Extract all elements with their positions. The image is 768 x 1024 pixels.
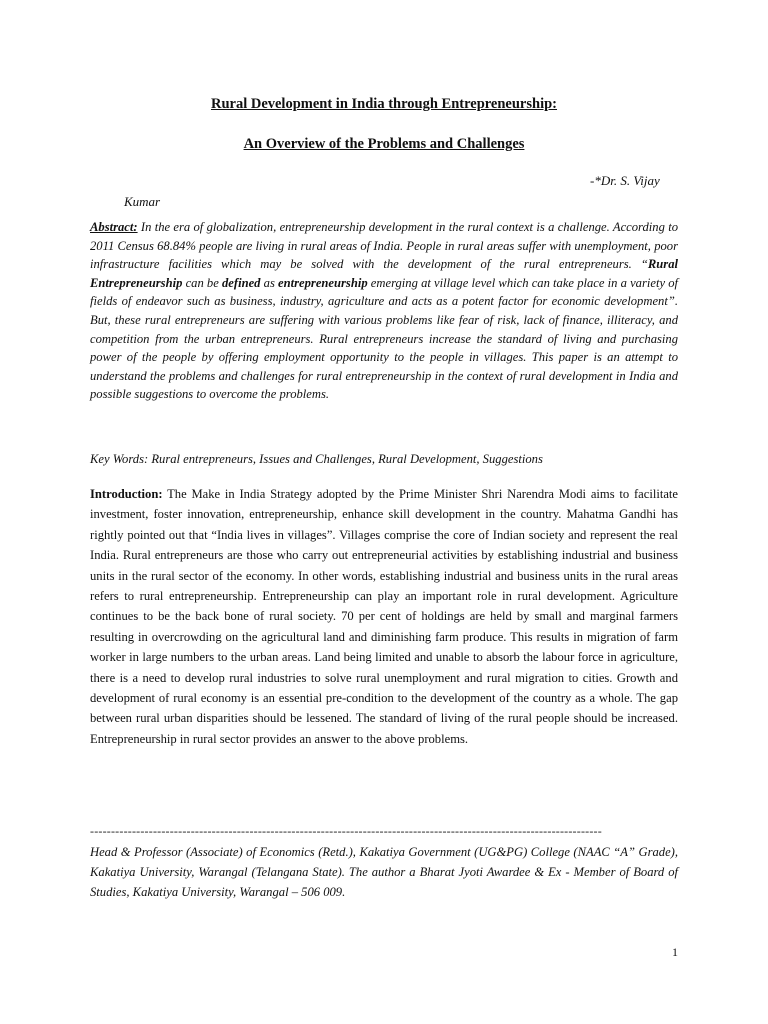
footnote-separator: -------------------------------------------------------------------------------------------------------------------------- [90, 824, 602, 838]
author-name-continued: Kumar [124, 194, 161, 209]
introduction-text: The Make in India Strategy adopted by the Prime Minister Shri Narendra Modi aims to facilitate investment, foster innovation, entrepreneurship, enhance skill development in the country. Mahatma Gandhi has rightly pointed out that “India lives in villages”. Villages comprise the core of Indian society and represent the real India. Rural entrepreneurs are those who carry out entrepreneurial activities by establishing industrial and business units in the rural sector of the economy. In other words, establishing industrial and business units in the rural areas refers to rural entrepreneurship. Entrepreneurship can play an important role in rural development. Agriculture continues to be the back bone of rural society. 70 per cent of holdings are held by small and marginal farmers resulting in overcrowding on the agricultural land and diminishing farm produce. This results in migration of farm worker in large numbers to the urban areas. Land being limited and unable to absorb the labour force in agriculture, there is a need to develop rural industries to solve rural unemployment and rural migration to cities. Growth and development of rural economy is an essential pre-condition to the development of the country as a whole. The gap between rural urban disparities should be lessened. The standard of living of the rural people should be increased. Entrepreneurship in rural sector provides an answer to the above problems. [90, 487, 678, 746]
author-name: -*Dr. S. Vijay [590, 173, 660, 188]
introduction-paragraph [90, 484, 678, 749]
author-footnote: Head & Professor (Associate) of Economics (Retd.), Kakatiya Government (UG&PG) College (NAAC “A” Grade), Kakatiya University, Warangal (Telangana State). The author a Bharat Jyoti Awardee & Ex - Member of Board of Studies, Kakatiya University, Warangal – 506 009. [90, 845, 678, 899]
abstract-text: can be [182, 275, 222, 290]
abstract-text: In the era of globalization, entrepreneurship development in the rural context is a challenge. According to 2011 Census 68.84% people are living in rural areas of India. People in rural areas suffer with unemployment, poor infrastructure facilities which may be solved with the development of the rural entrepreneurs. “ [90, 220, 678, 272]
abstract-term-rural-entrepreneurship: Rural Entrepreneurship [90, 257, 678, 290]
paper-subtitle: An Overview of the Problems and Challenges [243, 136, 525, 152]
abstract-paragraph [90, 218, 678, 404]
paper-title: Rural Development in India through Entrepreneurship: [210, 96, 558, 112]
abstract-text: emerging at village level which can take place in a variety of fields of endeavor such as business, industry, agriculture and acts as a potent factor for economic development”. But, these rural entrepreneurs are suffering with various problems like fear of risk, lack of finance, illiteracy, and competition from the urban entrepreneurs. Rural entrepreneurs increase the standard of living and purchasing power of the people by offering employment opportunity to the people in villages. This paper is an attempt to understand the problems and challenges for rural entrepreneurship in the context of rural development in India and possible suggestions to overcome the problems. [90, 275, 679, 402]
keywords-line: Key Words: Rural entrepreneurs, Issues and Challenges, Rural Development, Suggestions [90, 452, 543, 466]
abstract-term-entrepreneurship: entrepreneurship [278, 275, 368, 290]
abstract-text: as [260, 275, 279, 290]
introduction-label: Introduction: [90, 487, 163, 501]
abstract-term-defined: defined [222, 275, 261, 290]
abstract-label: Abstract: [90, 220, 138, 234]
page-number: 1 [672, 945, 678, 959]
